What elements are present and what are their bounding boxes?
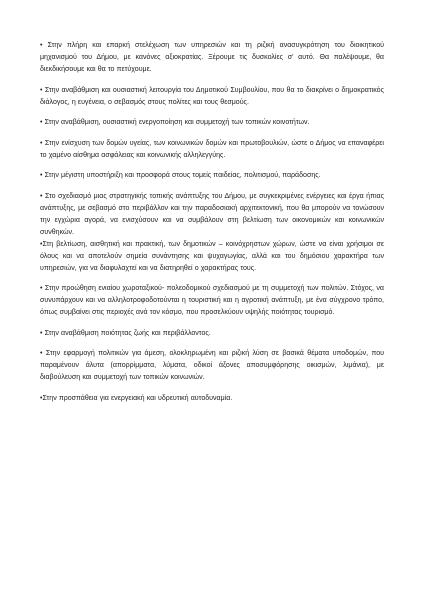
paragraph-staffing: • Στην πλήρη και επαρκή στελέχωση των υπηρεσιών και τη ριζική ανασυγκρότηση του διοικητικού μηχανισμού του Δήμου, με κανόνες αξιοκρατίας. Ξέρουμε τις δυσκολίες σ' αυτό. Θα παλέψουμε, θα διεκδικήσουμε και θα το πετύχουμε. (40, 42, 384, 73)
document-body (40, 40, 384, 413)
paragraph-infrastructure: • Στην εφαρμογή πολιτικών για άμεση, ολοκληρωμένη και ριζική λύση σε βασικά θέματα υποδομών, που παραμένουν άλυτα (απορρίμματα, λύματα, οδικοί άξονες αποσυμφόρησης οικισμών, λιμάνια), με διαβούλευση και συμμετοχή των τοπικών κοινωνιών. (40, 350, 384, 381)
paragraph-health-structures: • Στην ενίσχυση των δομών υγείας, των κοινωνικών δομών και πρωτοβουλιών, ώστε ο Δήμος να επαναφέρει το χαμένο αίσθημα ασφάλειας και κοινωνικής αλληλεγγύης. (40, 139, 384, 159)
paragraph-education-culture: • Στην μέγιστη υποστήριξη και προσφορά στους τομείς παιδείας, πολιτισμού, παράδοσης. (40, 172, 321, 179)
paragraph-municipal-council: • Στην αναβάθμιση και ουσιαστική λειτουργία του Δημοτικού Συμβουλίου, που θα το διακρίνει ο δημοκρατικός διάλογος, η ευγένεια, ο σεβασμός στους πολίτες και τους θεσμούς. (40, 86, 384, 106)
paragraph-public-spaces: •Στη βελτίωση, αισθητική και πρακτική, των δημοτικών – κοινόχρηστων χώρων, ώστε να είναι χρήσιμοι σε όλους και να αποτελούν σημεία συνάντησης και ψυχαγωγίας, αλλά και του δημόσιου χαρακτήρα των υπηρεσιών, για να διαφυλαχτεί και να διατηρηθεί ο χαρακτήρας τους. (40, 240, 384, 272)
paragraph-energy-self-sufficiency: •Στην προσπάθεια για ενεργειακή και υδρευτική αυτοδυναμία. (40, 394, 233, 402)
paragraph-quality-of-life: • Στην αναβάθμιση ποιότητας ζωής και περιβάλλοντος. (40, 329, 211, 337)
paragraph-spatial-planning: • Στην προώθηση ενιαίου χωροταξικού- πολεοδομικού σχεδιασμού με τη συμμετοχή των πολιτών. Στόχος, να συνυπάρχουν και να αλληλοτροφοδοτούνται η τουριστική και η αγροτική ανάπτυξη, με ένα σύγχρονο τρόπο, όπως συμβαίνει στις περιοχές ανά τον κόσμο, που προσελκύουν υψηλής ποιότητας τουρισμό. (40, 285, 384, 316)
paragraph-development-strategy: • Στο σχεδιασμό μιας στρατηγικής τοπικής ανάπτυξης του Δήμου, με συγκεκριμένες ενέργειες και έργα ήπιας ανάπτυξης, με σεβασμό στο περιβάλλον και την παραδοσιακή αρχιτεκτονική, που θα μπορούν να τονώσουν την εγχώρια αγορά, να ενισχύσουν και να συμβάλουν στη βελτίωση των οικονομικών και κοινωνικών συνθηκών. (40, 192, 384, 236)
paragraph-local-communities: • Στην αναβάθμιση, ουσιαστική ενεργοποίηση και συμμετοχή των τοπικών κοινοτήτων. (40, 119, 310, 126)
